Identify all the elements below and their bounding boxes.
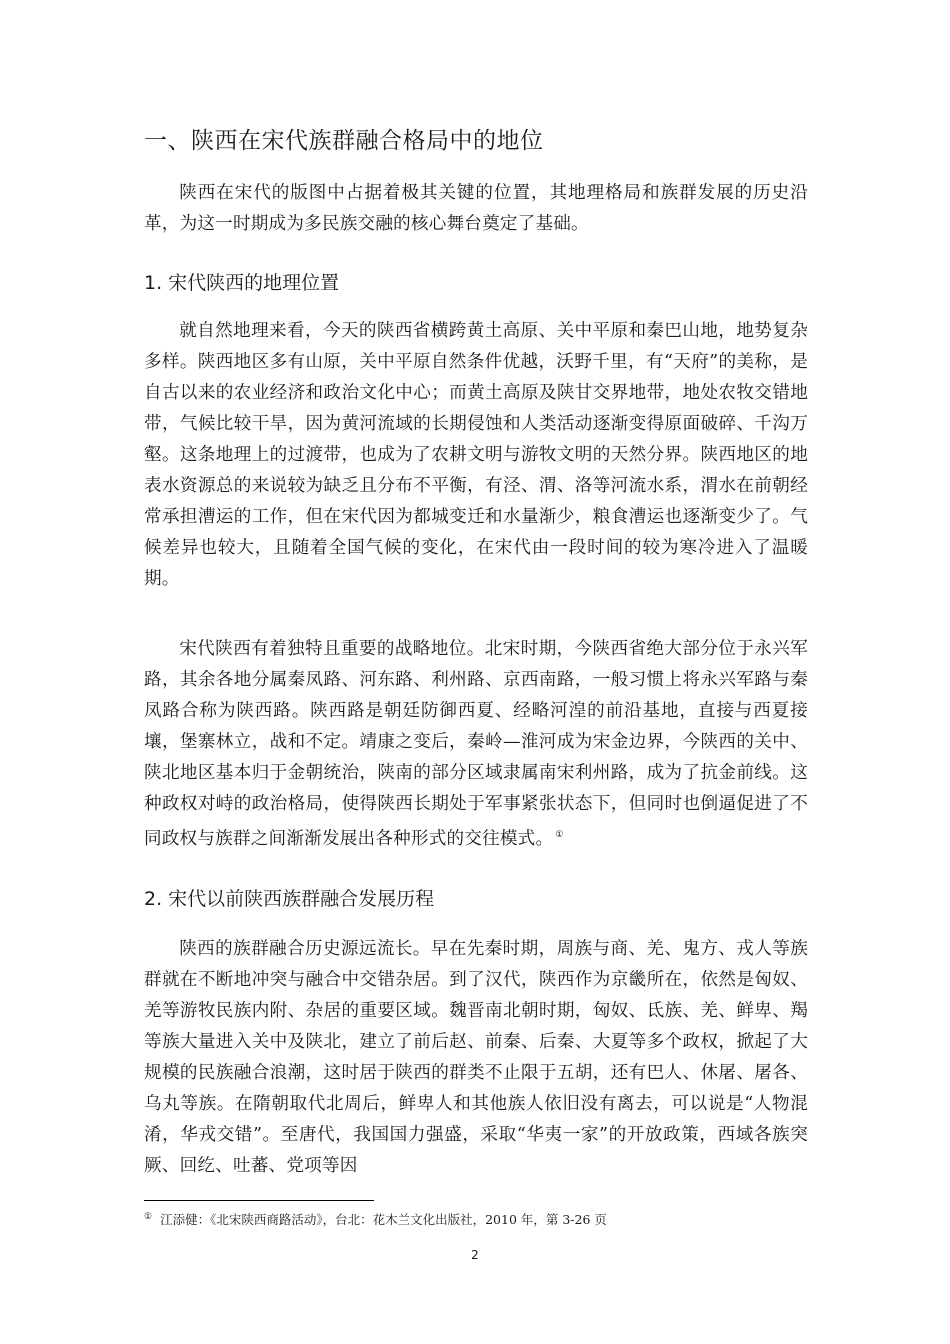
footnote-mark: ① xyxy=(144,1211,153,1222)
paragraph-text: 宋代陕西有着独特且重要的战略地位。北宋时期，今陕西省绝大部分位于永兴军路，其余各地分属秦凤路、河东路、利州路、京西南路，一般习惯上将永兴军路与秦凤路合称为陕西路。陕西路是朝廷防御西夏、经略河湟的前沿基地，直接与西夏接壤，堡寨林立，战和不定。靖康之变后，秦岭—淮河成为宋金边界，今陕西的关中、陕北地区基本归于金朝统治，陕南的部分区域隶属南宋利州路，成为了抗金前线。这种政权对峙的政治格局，使得陕西长期处于军事紧张状态下，但同时也倒逼促进了不同政权与族群之间渐渐发展出各种形式的交往模式。 xyxy=(144,639,808,849)
page-number: 2 xyxy=(471,1248,479,1262)
footnote-reference: ① xyxy=(555,830,564,840)
subsection-1-paragraph-1: 就自然地理来看，今天的陕西省横跨黄土高原、关中平原和秦巴山地，地势复杂多样。陕西地区多有山原，关中平原自然条件优越，沃野千里，有“天府”的美称，是自古以来的农业经济和政治文化中心；而黄土高原及陕甘交界地带，地处农牧交错地带，气候比较干旱，因为黄河流域的长期侵蚀和人类活动逐渐变得原面破碎、千沟万壑。这条地理上的过渡带，也成为了农耕文明与游牧文明的天然分界。陕西地区的地表水资源总的来说较为缺乏且分布不平衡，有泾、渭、洛等河流水系，渭水在前朝经常承担漕运的工作，但在宋代因为都城变迁和水量渐少，粮食漕运也逐渐变少了。气候差异也较大，且随着全国气候的变化，在宋代由一段时间的较为寒冷进入了温暖期。 xyxy=(144,321,808,589)
subsection-heading-1: 1. 宋代陕西的地理位置 xyxy=(144,272,340,294)
section-title: 一、陕西在宋代族群融合格局中的地位 xyxy=(144,128,544,154)
subsection-heading-2: 2. 宋代以前陕西族群融合发展历程 xyxy=(144,888,435,910)
intro-paragraph: 陕西在宋代的版图中占据着极其关键的位置，其地理格局和族群发展的历史沿革，为这一时期成为多民族交融的核心舞台奠定了基础。 xyxy=(144,183,808,234)
footnote xyxy=(144,1210,607,1228)
footnote-text: 江添健：《北宋陕西商路活动》，台北：花木兰文化出版社，2010 年，第 3-26 页 xyxy=(160,1212,607,1227)
footnote-divider xyxy=(144,1200,374,1201)
subsection-1-paragraph-2 xyxy=(144,634,808,855)
subsection-2-paragraph-1: 陕西的族群融合历史源远流长。早在先秦时期，周族与商、羌、鬼方、戎人等族群就在不断地冲突与融合中交错杂居。到了汉代，陕西作为京畿所在，依然是匈奴、羌等游牧民族内附、杂居的重要区域。魏晋南北朝时期，匈奴、氐族、羌、鲜卑、羯等族大量进入关中及陕北，建立了前后赵、前秦、后秦、大夏等多个政权，掀起了大规模的民族融合浪潮，这时居于陕西的群类不止限于五胡，还有巴人、休屠、屠各、乌丸等族。在隋朝取代北周后，鲜卑人和其他族人依旧没有离去，可以说是“人物混淆，华戎交错”。至唐代，我国国力强盛，采取“华夷一家”的开放政策，西域各族突厥、回纥、吐蕃、党项等因 xyxy=(144,939,808,1176)
